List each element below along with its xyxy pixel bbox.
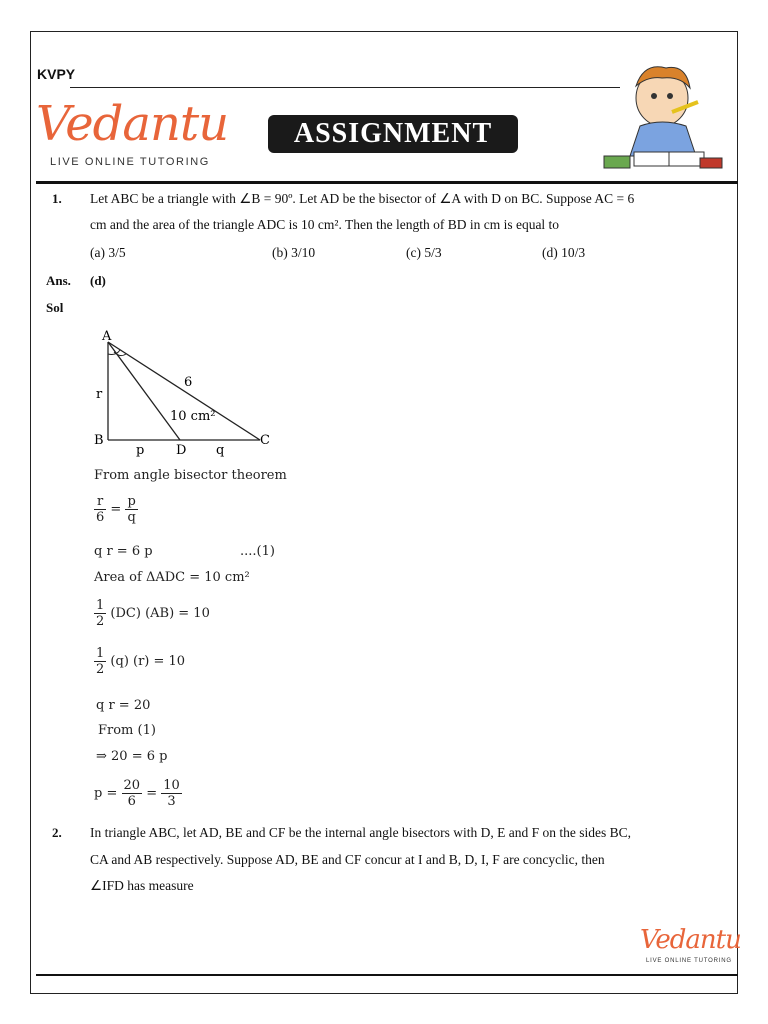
solution-step: From (1) xyxy=(98,723,156,738)
option-d: (d) 10/3 xyxy=(542,245,586,260)
fraction-denominator: 2 xyxy=(96,662,105,677)
vertex-a-label: A xyxy=(102,329,112,344)
equation-rest: (q) (r) = 10 xyxy=(110,654,186,669)
solution-step: Area of ΔADC = 10 cm² xyxy=(94,570,250,585)
answer-value: (d) xyxy=(90,273,106,288)
bisector-equation xyxy=(94,494,138,525)
assignment-banner: ASSIGNMENT xyxy=(268,115,518,153)
student-illustration xyxy=(600,56,730,176)
question-text-line: cm and the area of the triangle ADC is 10 cm². Then the length of BD in cm is equal to xyxy=(90,217,560,232)
logo-tagline: LIVE ONLINE TUTORING xyxy=(50,156,210,168)
vertex-b-label: B xyxy=(94,433,104,448)
triangle-figure xyxy=(90,328,280,458)
hypotenuse-label: 6 xyxy=(184,375,193,390)
question-number: 2. xyxy=(52,825,62,840)
solution-step: From angle bisector theorem xyxy=(94,468,287,483)
area-equation xyxy=(94,598,210,629)
solution-step: q r = 6 p xyxy=(94,544,153,559)
vedantu-logo: Vedantu xyxy=(36,96,229,152)
answer-label: Ans. xyxy=(46,273,71,288)
fraction-numerator: 10 xyxy=(163,778,180,793)
option-c: (c) 5/3 xyxy=(406,245,442,260)
exam-label: KVPY xyxy=(37,66,76,82)
fraction-denominator: 6 xyxy=(96,510,105,525)
option-b: (b) 3/10 xyxy=(272,245,316,260)
question-text-line: In triangle ABC, let AD, BE and CF be the internal angle bisectors with D, E and F on the sides BC, xyxy=(90,825,632,840)
fraction-numerator: 1 xyxy=(96,598,105,613)
footer-logo: Vedantu xyxy=(640,925,741,955)
equation-reference: ....(1) xyxy=(240,544,275,559)
side-q-label: q xyxy=(216,443,225,458)
final-equation xyxy=(94,778,182,809)
header-rule xyxy=(70,87,620,88)
equals-sign: = xyxy=(146,786,158,801)
area-label: 10 cm² xyxy=(170,409,216,424)
fraction-denominator: q xyxy=(127,510,136,525)
area-equation xyxy=(94,646,185,677)
solution-step: ⇒ 20 = 6 p xyxy=(96,749,168,764)
fraction-numerator: 20 xyxy=(123,778,141,793)
side-r-label: r xyxy=(96,387,103,402)
question-text-line: Let ABC be a triangle with ∠B = 90º. Let AD be the bisector of ∠A with D on BC. Suppose AC = 6 xyxy=(90,191,635,206)
question-text-line: CA and AB respectively. Suppose AD, BE and CF concur at I and B, D, I, F are concyclic, then xyxy=(90,852,605,867)
side-p-label: p xyxy=(136,443,145,458)
fraction-denominator: 2 xyxy=(96,614,105,629)
question-number: 1. xyxy=(52,191,62,206)
solution-step: q r = 20 xyxy=(96,698,151,713)
fraction-numerator: 1 xyxy=(96,646,105,661)
fraction-numerator: r xyxy=(94,494,106,510)
fraction-denominator: 6 xyxy=(127,794,136,809)
vertex-c-label: C xyxy=(260,433,270,448)
question-text-line: ∠IFD has measure xyxy=(90,878,194,893)
header-divider xyxy=(36,181,738,184)
option-a: (a) 3/5 xyxy=(90,245,126,260)
fraction-numerator: p xyxy=(127,494,136,509)
equation-rest: (DC) (AB) = 10 xyxy=(110,606,210,621)
footer-tagline: LIVE ONLINE TUTORING xyxy=(646,958,732,964)
footer-rule xyxy=(36,974,738,976)
equals-sign: = xyxy=(110,502,122,517)
vertex-d-label: D xyxy=(176,443,187,458)
equation-lhs: p = xyxy=(94,786,118,801)
fraction-denominator: 3 xyxy=(167,794,176,809)
solution-label: Sol xyxy=(46,300,64,315)
